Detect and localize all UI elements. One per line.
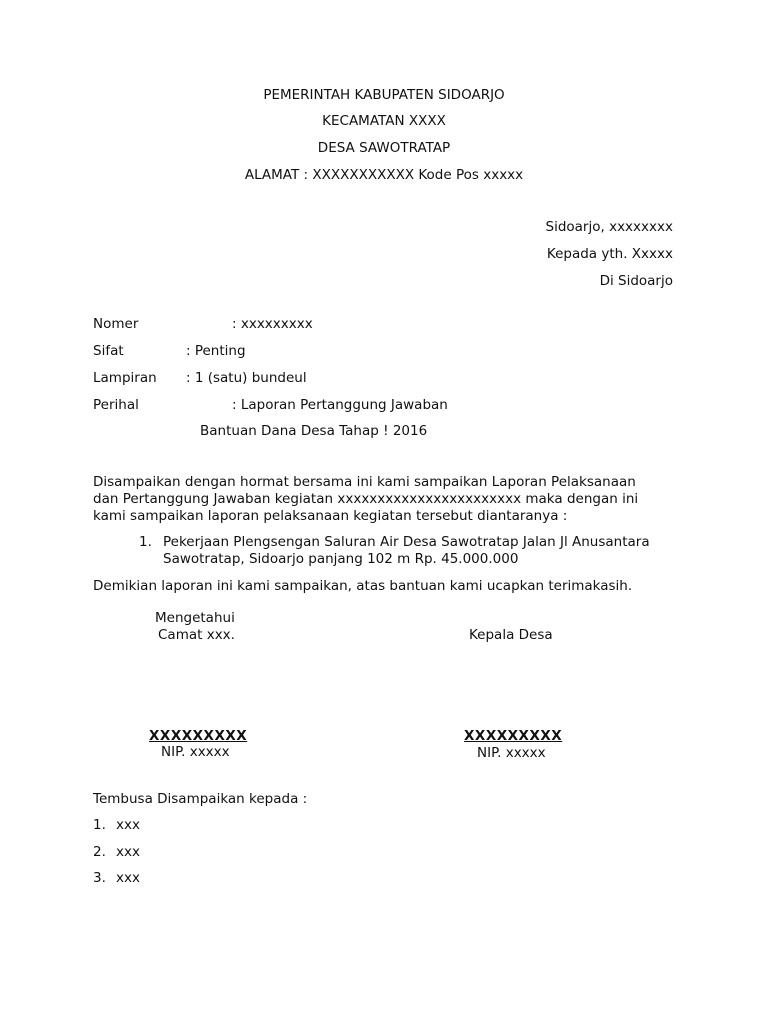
left-signature-name: XXXXXXXXX bbox=[149, 728, 248, 744]
tembusan-heading: Tembusa Disampaikan kepada : bbox=[93, 791, 308, 807]
tembusan-item-text: xxx bbox=[116, 844, 140, 860]
tembusan-item-text: xxx bbox=[116, 817, 140, 833]
tembusan-item-number: 3. bbox=[93, 870, 106, 886]
item-1-line-2: Sawotratap, Sidoarjo panjang 102 m Rp. 45.000.000 bbox=[163, 551, 519, 567]
perihal-label: Perihal bbox=[93, 397, 139, 413]
perihal-value-continued: Bantuan Dana Desa Tahap ! 2016 bbox=[200, 423, 428, 439]
sifat-value: : Penting bbox=[186, 343, 246, 359]
intro-line-1: Disampaikan dengan hormat bersama ini kami sampaikan Laporan Pelaksanaan bbox=[93, 474, 636, 490]
intro-line-3: kami sampaikan laporan pelaksanaan kegiatan tersebut diantaranya : bbox=[93, 508, 568, 524]
recipient-to: Kepada yth. Xxxxx bbox=[546, 246, 673, 262]
right-signature-name: XXXXXXXXX bbox=[464, 728, 563, 744]
intro-line-2: dan Pertanggung Jawaban kegiatan xxxxxxxxxxxxxxxxxxxxxxx maka dengan ini bbox=[93, 491, 639, 507]
nomer-value: : xxxxxxxxx bbox=[232, 316, 313, 332]
header-line-village: DESA SAWOTRATAP bbox=[317, 140, 451, 156]
left-signature-title-1: Mengetahui bbox=[155, 610, 235, 626]
sifat-label: Sifat bbox=[93, 343, 124, 359]
tembusan-item-number: 2. bbox=[93, 844, 106, 860]
tembusan-item-number: 1. bbox=[93, 817, 106, 833]
lampiran-value: : 1 (satu) bundeul bbox=[186, 370, 307, 386]
recipient-location: Di Sidoarjo bbox=[599, 273, 673, 289]
place-date: Sidoarjo, xxxxxxxx bbox=[545, 219, 673, 235]
right-signature-nip: NIP. xxxxx bbox=[477, 745, 546, 761]
right-signature-title: Kepala Desa bbox=[469, 627, 553, 643]
item-1-number: 1. bbox=[139, 534, 152, 550]
left-signature-nip: NIP. xxxxx bbox=[161, 744, 230, 760]
header-line-district: KECAMATAN XXXX bbox=[322, 113, 446, 129]
item-1-line-1: Pekerjaan Plengsengan Saluran Air Desa Sawotratap Jalan Jl Anusantara bbox=[163, 534, 650, 550]
header-line-address: ALAMAT : XXXXXXXXXXX Kode Pos xxxxx bbox=[244, 167, 524, 183]
nomer-label: Nomer bbox=[93, 316, 139, 332]
lampiran-label: Lampiran bbox=[93, 370, 157, 386]
left-signature-title-2: Camat xxx. bbox=[158, 627, 235, 643]
header-line-government: PEMERINTAH KABUPATEN SIDOARJO bbox=[263, 87, 505, 103]
perihal-value: : Laporan Pertanggung Jawaban bbox=[232, 397, 448, 413]
tembusan-item-text: xxx bbox=[116, 870, 140, 886]
closing-sentence: Demikian laporan ini kami sampaikan, atas bantuan kami ucapkan terimakasih. bbox=[93, 578, 633, 594]
